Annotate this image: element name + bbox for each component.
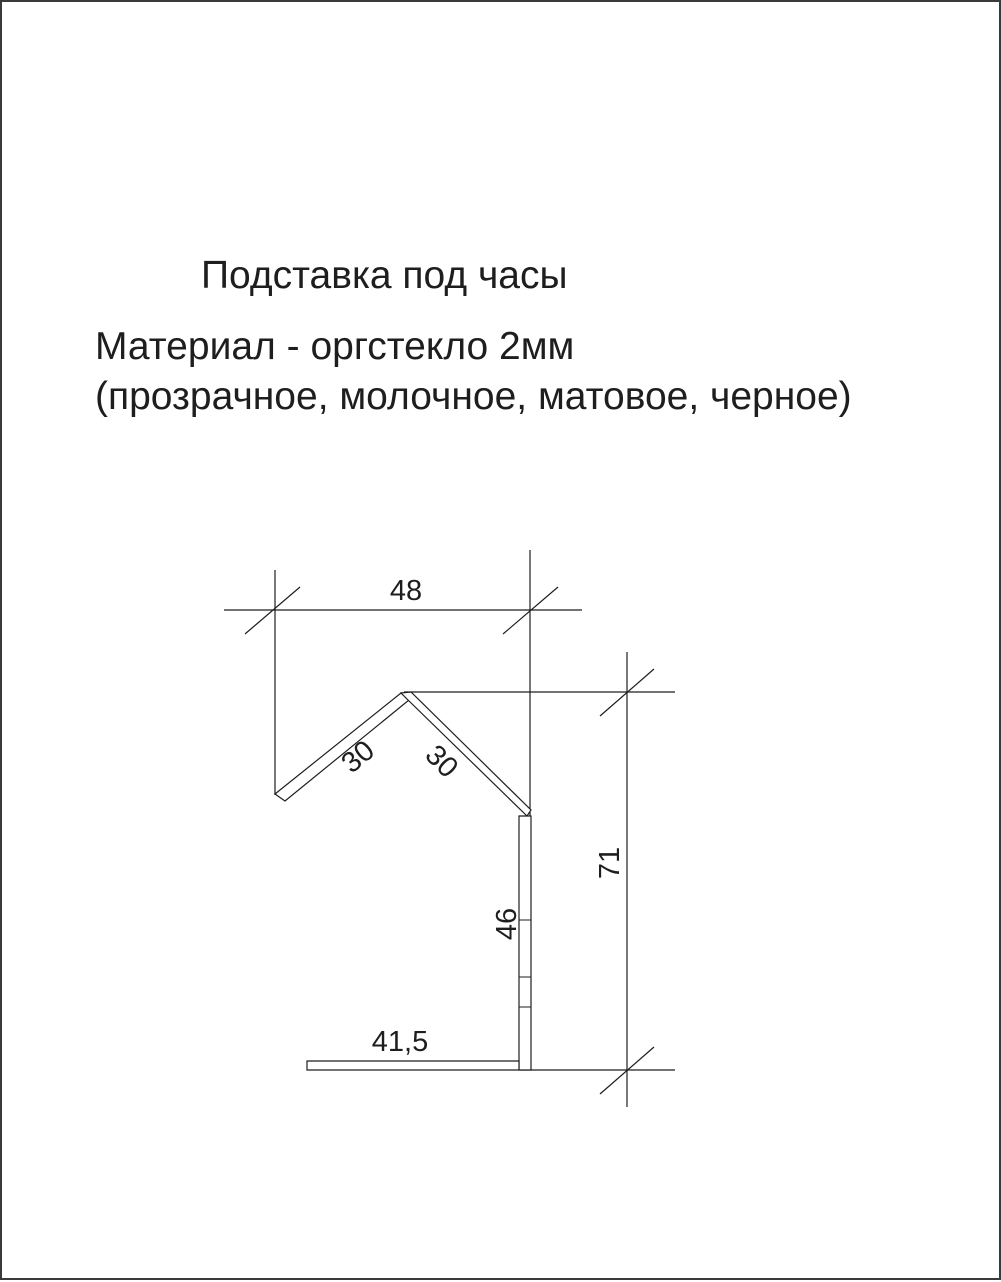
dimension-label-back-height: 46	[491, 907, 523, 941]
back-panel	[519, 816, 531, 1070]
right-slope-panel	[401, 692, 531, 816]
base-panel	[307, 1061, 519, 1070]
material-variants: (прозрачное, молочное, матовое, черное)	[95, 375, 852, 418]
dimension-label-right-slope: 30	[418, 738, 465, 785]
extension-lines	[275, 550, 675, 1070]
dimension-label-top-width: 48	[389, 575, 423, 607]
acrylic-profile	[275, 692, 531, 1070]
left-slope-panel	[275, 693, 409, 801]
profile-drawing	[2, 2, 1001, 1282]
drawing-title: Подставка под часы	[201, 254, 568, 297]
dimension-label-base-length: 41,5	[371, 1026, 429, 1058]
material-note: Материал - оргстекло 2мм	[95, 325, 575, 368]
dimension-ticks	[245, 587, 654, 1094]
dimension-label-total-height: 71	[594, 846, 626, 880]
dimension-label-left-slope: 30	[335, 734, 381, 780]
